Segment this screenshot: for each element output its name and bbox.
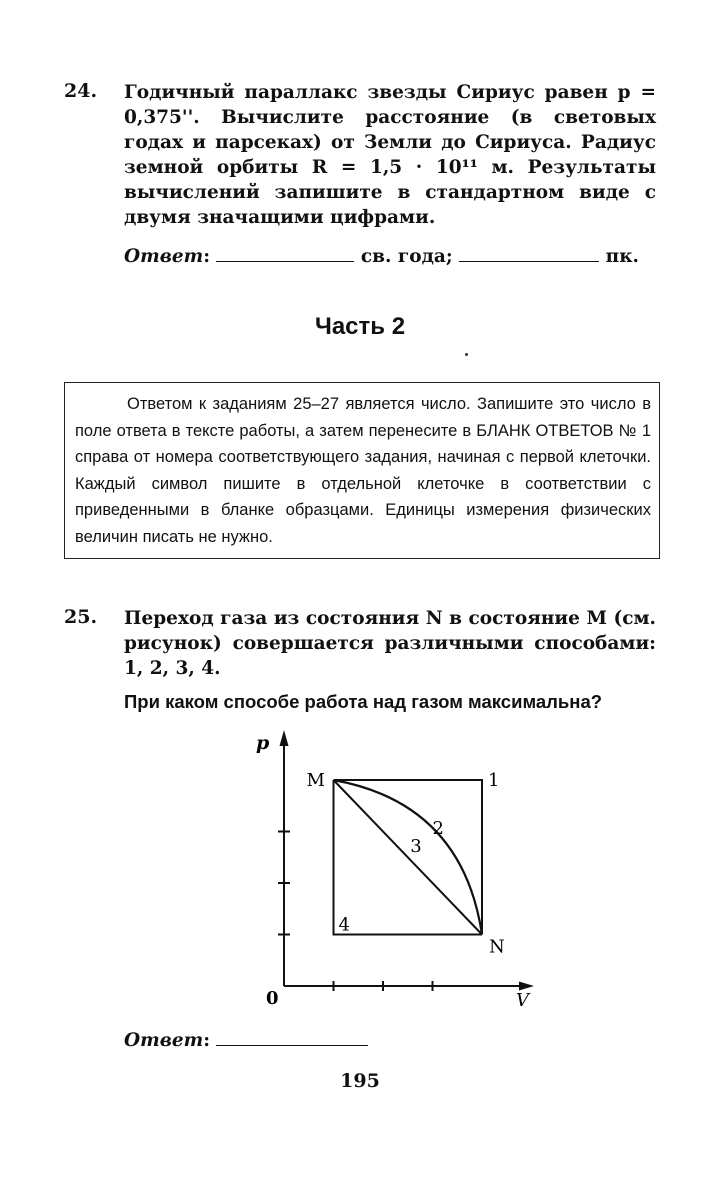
y-axis-label: p xyxy=(256,732,270,754)
page-number: 195 xyxy=(340,1070,380,1092)
point-label-1: 1 xyxy=(488,770,500,791)
path-label-2: 2 xyxy=(432,818,444,840)
part-title: Часть 2 xyxy=(314,313,406,340)
origin-label: 0 xyxy=(266,988,279,1009)
task-text: Годичный параллакс звезды Сириус равен p = 0,375''. Вычислите расстояние (в световых годах и парсеках) от Земли до Сириуса. Радиус земной орбиты R = 1,5 · 10¹¹ м. Результаты вычислений запишите в стандартном виде с двумя значащими цифрами. xyxy=(124,82,656,228)
process-path-3 xyxy=(334,780,483,935)
answer-row: Ответ: св. года; пк. xyxy=(124,246,639,267)
stray-dot xyxy=(465,353,468,356)
answer-row: Ответ: xyxy=(124,1030,656,1051)
task-number: 25. xyxy=(64,606,98,628)
answer-label: Ответ xyxy=(124,246,204,267)
point-label-4: 4 xyxy=(338,914,350,936)
task-number: 24. xyxy=(64,80,98,102)
path-label-3: 3 xyxy=(410,836,422,858)
answer-field-parsecs[interactable] xyxy=(459,260,599,262)
answer-field[interactable] xyxy=(216,1044,368,1046)
instructions-text: Ответом к заданиям 25–27 является число. Запишите это число в поле ответа в тексте работы, а затем перенесите в БЛАНК ОТВЕТОВ № 1 справа от номера соответствующего задания, начиная с первой клеточки. Каждый символ пишите в отдельной клеточке в соответствии с приведенными в бланке образцами. Единицы измерения физических величин писать не нужно. xyxy=(75,395,651,546)
y-axis-arrow xyxy=(280,730,289,746)
process-paths xyxy=(334,780,483,935)
x-axis-label: V xyxy=(516,990,529,1011)
task-24 xyxy=(64,80,656,269)
point-labels xyxy=(307,770,505,958)
task-text: Переход газа из состояния N в состояние M (см. рисунок) совершается различными способами: 1, 2, 3, 4. xyxy=(124,608,656,679)
answer-field-light-years[interactable] xyxy=(216,260,354,262)
unit-parsecs: пк. xyxy=(605,246,639,267)
instructions-box xyxy=(64,382,660,559)
pv-diagram xyxy=(240,724,550,1014)
point-label-m: M xyxy=(306,770,325,791)
task-25-answer xyxy=(64,1030,656,1051)
answer-label: Ответ xyxy=(124,1030,204,1051)
task-25 xyxy=(64,606,656,714)
unit-light-years: св. года; xyxy=(360,246,453,267)
point-label-n: N xyxy=(489,936,505,958)
task-question: При каком способе работа над газом максимальна? xyxy=(124,691,603,712)
